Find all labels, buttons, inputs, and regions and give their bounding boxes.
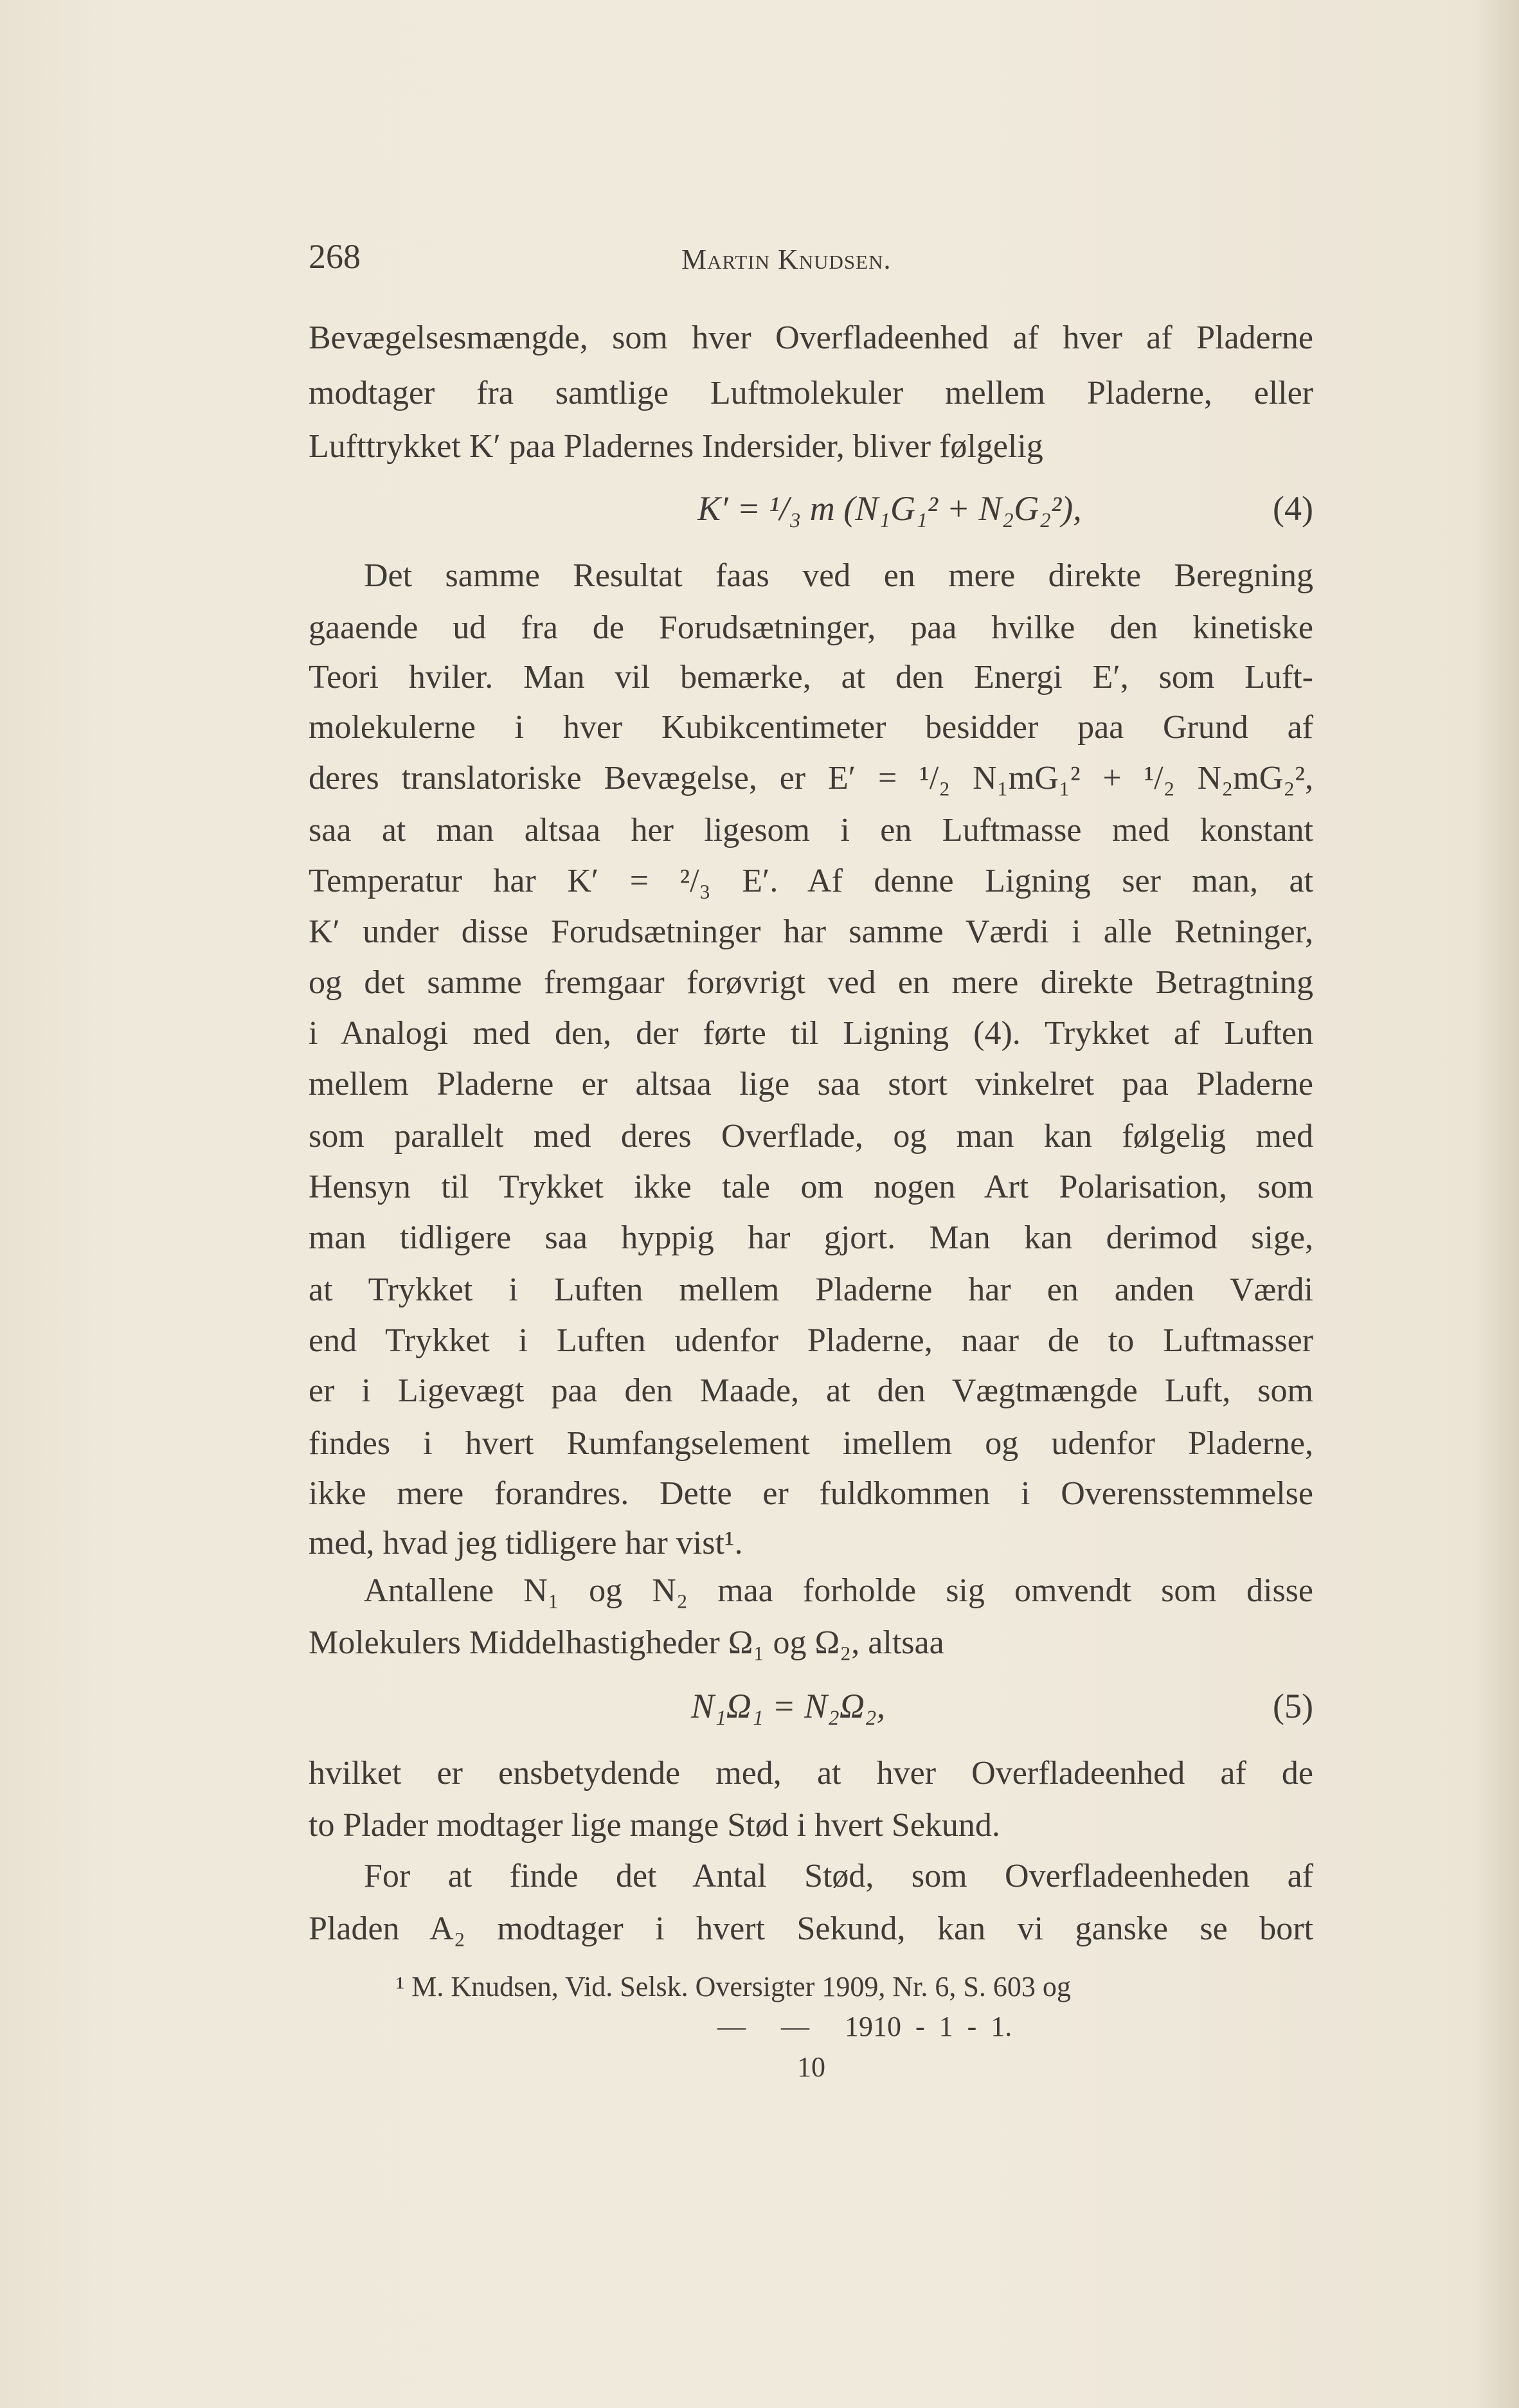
running-title: Martin Knudsen.	[681, 244, 892, 275]
equation-4: K′ = ¹/₃ m (N₁G₁² + N₂G₂²),	[697, 489, 1082, 528]
text-line: Antallene N₁ og N₂ maa forholde sig omvendt som disse	[364, 1572, 1313, 1609]
text-line: ikke mere forandres. Dette er fuldkommen i Overensstemmelse	[309, 1475, 1313, 1512]
text-line: For at finde det Antal Stød, som Overfladeenheden af	[364, 1858, 1313, 1894]
text-line: Pladen A₂ modtager i hvert Sekund, kan vi ganske se bort	[309, 1910, 1313, 1947]
footnote-1: ¹ M. Knudsen, Vid. Selsk. Oversigter 1909, Nr. 6, S. 603 og	[396, 1971, 1071, 2002]
text-line: findes i hvert Rumfangselement imellem og udenfor Pladerne,	[309, 1425, 1313, 1462]
text-line: gaaende ud fra de Forudsætninger, paa hvilke den kinetiske	[309, 609, 1313, 646]
equation-number-5: (5)	[1273, 1687, 1313, 1725]
text-line: at Trykket i Luften mellem Pladerne har en anden Værdi	[309, 1271, 1313, 1308]
signature-mark: 10	[797, 2051, 825, 2083]
text-line: saa at man altsaa her ligesom i en Luftmasse med konstant	[309, 812, 1313, 849]
text-line: Temperatur har K′ = ²/₃ E′. Af denne Ligning ser man, at	[309, 863, 1313, 899]
equation-5: N₁Ω₁ = N₂Ω₂,	[691, 1687, 886, 1725]
footnote-1-continuation: — — 1910 - 1 - 1.	[717, 2011, 1012, 2042]
text-line: Det samme Resultat faas ved en mere direkte Beregning	[364, 557, 1313, 594]
text-line: Bevægelsesmængde, som hver Overfladeenhed af hver af Pladerne	[309, 319, 1313, 356]
text-line: med, hvad jeg tidligere har vist¹.	[309, 1525, 743, 1561]
text-line: Teori hviler. Man vil bemærke, at den Energi E′, som Luft-	[309, 659, 1313, 696]
text-line: Molekulers Middelhastigheder Ω₁ og Ω₂, altsaa	[309, 1624, 944, 1661]
text-line: mellem Pladerne er altsaa lige saa stort vinkelret paa Pladerne	[309, 1066, 1313, 1102]
text-line: er i Ligevægt paa den Maade, at den Vægtmængde Luft, som	[309, 1372, 1313, 1409]
text-line: to Plader modtager lige mange Stød i hvert Sekund.	[309, 1807, 1000, 1844]
page-number: 268	[309, 237, 361, 276]
text-line: som parallelt med deres Overflade, og man kan følgelig med	[309, 1118, 1313, 1155]
text-line: deres translatoriske Bevægelse, er E′ = ¹/₂ N₁mG₁² + ¹/₂ N₂mG₂²,	[309, 760, 1313, 796]
text-line: end Trykket i Luften udenfor Pladerne, naar de to Luftmasser	[309, 1322, 1313, 1359]
text-line: og det samme fremgaar forøvrigt ved en mere direkte Betragtning	[309, 964, 1313, 1001]
equation-number-4: (4)	[1273, 489, 1313, 528]
text-line: i Analogi med den, der førte til Ligning (4). Trykket af Luften	[309, 1015, 1313, 1052]
text-line: modtager fra samtlige Luftmolekuler mellem Pladerne, eller	[309, 375, 1313, 411]
text-line: hvilket er ensbetydende med, at hver Overfladeenhed af de	[309, 1755, 1313, 1792]
text-line: Hensyn til Trykket ikke tale om nogen Art Polarisation, som	[309, 1169, 1313, 1205]
text-line: man tidligere saa hyppig har gjort. Man kan derimod sige,	[309, 1219, 1313, 1256]
text-line: Lufttrykket K′ paa Pladernes Indersider, bliver følgelig	[309, 428, 1043, 465]
text-line: K′ under disse Forudsætninger har samme Værdi i alle Retninger,	[309, 913, 1313, 950]
text-line: molekulerne i hver Kubikcentimeter besidder paa Grund af	[309, 709, 1313, 746]
